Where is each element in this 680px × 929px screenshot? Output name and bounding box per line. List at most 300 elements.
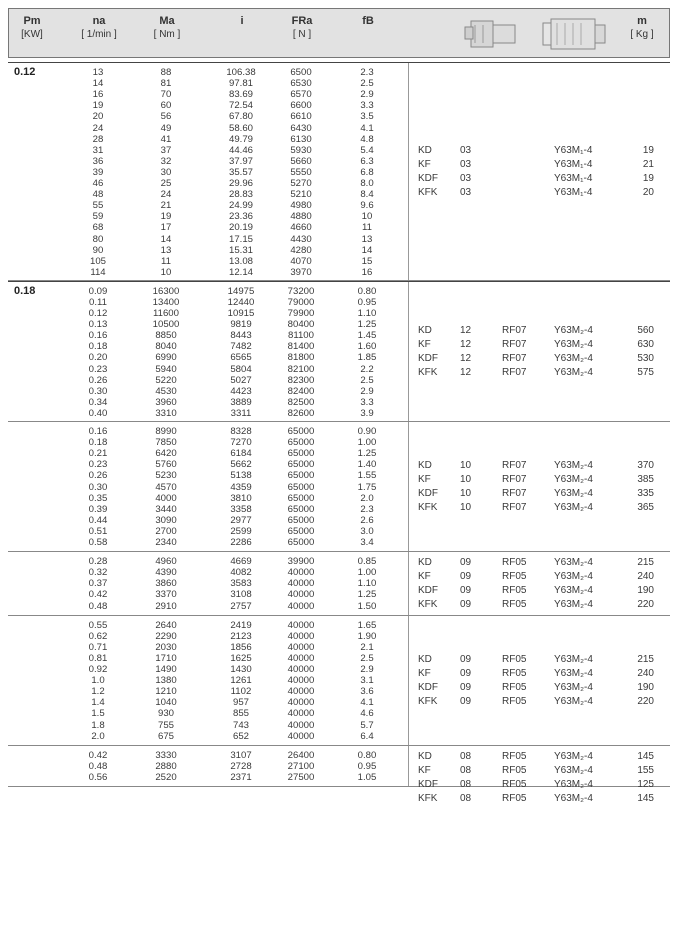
m-unit: [ Kg ] <box>630 29 654 40</box>
i-symbol: i <box>240 15 244 27</box>
table-row <box>8 664 408 675</box>
table-row <box>8 200 408 211</box>
model-row <box>412 186 670 200</box>
service-factor-cell: 1.10 <box>357 578 377 590</box>
mass-value: 220 <box>637 695 654 707</box>
load-cell: 81800 <box>287 352 315 364</box>
load-cell: 40000 <box>287 619 315 631</box>
ratio-cell: 1625 <box>230 652 252 664</box>
table-row <box>8 631 408 642</box>
na-unit: [ 1/min ] <box>81 29 117 40</box>
table-row <box>8 111 408 122</box>
table-row <box>8 686 408 697</box>
torque-cell: 2700 <box>155 525 177 537</box>
load-cell: 65000 <box>287 481 315 493</box>
service-factor-cell: 2.5 <box>360 652 374 664</box>
load-cell: 6130 <box>290 133 312 145</box>
adapter: RF07 <box>502 488 527 500</box>
table-row <box>8 653 408 664</box>
motor-type: Y63M₂-4 <box>554 325 593 337</box>
adapter: RF07 <box>502 325 527 337</box>
load-cell: 5930 <box>290 144 312 156</box>
ratio-cell: 855 <box>232 708 249 720</box>
speed-cell: 0.30 <box>88 385 108 397</box>
torque-cell: 17 <box>160 222 172 234</box>
ratio-cell: 7482 <box>230 341 252 353</box>
table-row <box>8 89 408 100</box>
torque-cell: 675 <box>157 730 174 742</box>
model-type: KFK <box>418 792 438 804</box>
model-row <box>412 695 670 709</box>
mass-value: 155 <box>637 764 654 776</box>
load-cell: 5210 <box>290 189 312 201</box>
speed-cell: 0.37 <box>88 578 108 590</box>
speed-cell: 0.48 <box>88 760 108 772</box>
load-cell: 40000 <box>287 686 315 698</box>
model-type: KDF <box>418 681 438 693</box>
torque-cell: 2910 <box>155 600 177 612</box>
load-cell: 4660 <box>290 222 312 234</box>
service-factor-cell: 3.3 <box>360 396 374 408</box>
ratio-cell: 743 <box>232 719 249 731</box>
speed-cell: 28 <box>92 133 104 145</box>
mass-value: 20 <box>642 187 654 199</box>
motor-type: Y63M₂-4 <box>554 667 593 679</box>
model-type: KDF <box>418 353 438 365</box>
gear-size: 08 <box>460 792 472 804</box>
model-type: KFK <box>418 599 438 611</box>
table-row <box>8 134 408 145</box>
ratio-cell: 4082 <box>230 567 252 579</box>
load-cell: 65000 <box>287 437 315 449</box>
torque-cell: 1710 <box>155 652 177 664</box>
load-cell: 40000 <box>287 675 315 687</box>
speed-cell: 105 <box>89 255 106 267</box>
load-cell: 82100 <box>287 363 315 375</box>
table-row <box>8 123 408 134</box>
service-factor-cell: 9.6 <box>360 200 374 212</box>
model-type: KD <box>418 653 432 665</box>
speed-cell: 0.34 <box>88 396 108 408</box>
gear-size: 09 <box>460 557 472 569</box>
load-cell: 39900 <box>287 556 315 568</box>
service-factor-cell: 1.65 <box>357 619 377 631</box>
service-factor-cell: 6.4 <box>360 730 374 742</box>
service-factor-cell: 2.2 <box>360 363 374 375</box>
ratio-cell: 3107 <box>230 749 252 761</box>
service-factor-cell: 0.85 <box>357 556 377 568</box>
service-factor-cell: 3.3 <box>360 100 374 112</box>
ratio-cell: 28.83 <box>228 189 253 201</box>
table-row <box>8 772 408 783</box>
mass-value: 385 <box>637 474 654 486</box>
ratio-cell: 2419 <box>230 619 252 631</box>
torque-cell: 2290 <box>155 630 177 642</box>
load-cell: 6570 <box>290 89 312 101</box>
torque-cell: 81 <box>160 78 172 90</box>
speed-cell: 19 <box>92 100 104 112</box>
motor-type: Y63M₁-4 <box>554 145 593 157</box>
power-value: 0.18 <box>14 284 36 297</box>
ratio-cell: 67.80 <box>228 111 253 123</box>
table-row <box>8 256 408 267</box>
torque-cell: 13 <box>160 244 172 256</box>
ratio-cell: 1856 <box>230 641 252 653</box>
header-i <box>212 15 272 28</box>
ratio-cell: 5662 <box>230 459 252 471</box>
service-factor-cell: 0.90 <box>357 426 377 438</box>
speed-cell: 36 <box>92 155 104 167</box>
mass-value: 125 <box>637 778 654 790</box>
model-type: KD <box>418 557 432 569</box>
load-cell: 40000 <box>287 697 315 709</box>
ratio-cell: 3358 <box>230 503 252 515</box>
model-row <box>412 667 670 681</box>
speed-cell: 0.62 <box>88 630 108 642</box>
torque-cell: 16300 <box>152 285 180 297</box>
motor-type: Y63M₂-4 <box>554 764 593 776</box>
speed-cell: 0.71 <box>88 641 108 653</box>
speed-cell: 0.18 <box>88 437 108 449</box>
ratio-cell: 2728 <box>230 760 252 772</box>
service-factor-cell: 2.9 <box>360 664 374 676</box>
gear-size: 09 <box>460 667 472 679</box>
load-cell: 65000 <box>287 503 315 515</box>
table-row <box>8 397 408 408</box>
speed-cell: 0.32 <box>88 567 108 579</box>
model-row <box>412 556 670 570</box>
load-cell: 82400 <box>287 385 315 397</box>
ratio-cell: 5138 <box>230 470 252 482</box>
ratio-cell: 15.31 <box>228 244 253 256</box>
motor-type: Y63M₂-4 <box>554 585 593 597</box>
load-cell: 65000 <box>287 537 315 549</box>
torque-cell: 3860 <box>155 578 177 590</box>
ratio-cell: 1430 <box>230 664 252 676</box>
torque-cell: 1380 <box>155 675 177 687</box>
speed-cell: 68 <box>92 222 104 234</box>
model-row <box>412 653 670 667</box>
table-group <box>8 281 670 422</box>
ratio-cell: 8328 <box>230 426 252 438</box>
table-row <box>8 178 408 189</box>
load-cell: 27500 <box>287 771 315 783</box>
gear-size: 12 <box>460 353 472 365</box>
service-factor-cell: 2.5 <box>360 374 374 386</box>
mass-value: 215 <box>637 557 654 569</box>
service-factor-cell: 1.25 <box>357 448 377 460</box>
gear-size: 09 <box>460 585 472 597</box>
service-factor-cell: 2.1 <box>360 641 374 653</box>
mass-value: 19 <box>642 173 654 185</box>
load-cell: 4070 <box>290 255 312 267</box>
torque-cell: 4390 <box>155 567 177 579</box>
motor-type: Y63M₂-4 <box>554 681 593 693</box>
speed-cell: 55 <box>92 200 104 212</box>
table-row <box>8 731 408 742</box>
service-factor-cell: 3.1 <box>360 675 374 687</box>
load-cell: 5270 <box>290 178 312 189</box>
mass-value: 190 <box>637 585 654 597</box>
na-symbol: na <box>92 15 106 27</box>
ratio-cell: 72.54 <box>228 100 253 112</box>
gear-size: 03 <box>460 159 472 171</box>
mass-value: 21 <box>642 159 654 171</box>
model-row <box>412 158 670 172</box>
service-factor-cell: 5.4 <box>360 144 374 156</box>
service-factor-cell: 2.3 <box>360 503 374 515</box>
gear-size: 12 <box>460 325 472 337</box>
load-cell: 6500 <box>290 67 312 78</box>
load-cell: 65000 <box>287 492 315 504</box>
load-cell: 6600 <box>290 100 312 112</box>
torque-cell: 1490 <box>155 664 177 676</box>
torque-cell: 755 <box>157 719 174 731</box>
speed-cell: 48 <box>92 189 104 201</box>
torque-cell: 7850 <box>155 437 177 449</box>
table-row <box>8 245 408 256</box>
table-row <box>8 697 408 708</box>
model-type: KD <box>418 750 432 762</box>
ratio-cell: 9819 <box>230 319 252 331</box>
ratio-cell: 106.38 <box>226 67 256 78</box>
speed-cell: 0.16 <box>88 426 108 438</box>
load-cell: 40000 <box>287 641 315 653</box>
gear-size: 03 <box>460 173 472 185</box>
table-row <box>8 386 408 397</box>
speed-cell: 1.5 <box>91 708 105 720</box>
model-row <box>412 144 670 158</box>
ratio-cell: 23.36 <box>228 211 253 223</box>
table-group <box>8 422 670 552</box>
speed-cell: 0.92 <box>88 664 108 676</box>
torque-cell: 2640 <box>155 619 177 631</box>
ratio-cell: 17.15 <box>228 233 253 245</box>
column-divider <box>408 63 409 280</box>
torque-cell: 8850 <box>155 330 177 342</box>
torque-cell: 11 <box>161 255 171 267</box>
table-row <box>8 426 408 437</box>
torque-cell: 2340 <box>155 537 177 549</box>
ratio-cell: 12.14 <box>228 266 253 278</box>
load-cell: 65000 <box>287 525 315 537</box>
speed-cell: 20 <box>92 111 104 123</box>
table-row <box>8 167 408 178</box>
torque-cell: 25 <box>160 178 172 189</box>
table-row <box>8 437 408 448</box>
load-cell: 81400 <box>287 341 315 353</box>
load-cell: 65000 <box>287 448 315 460</box>
mass-value: 335 <box>637 488 654 500</box>
table-row <box>8 589 408 600</box>
service-factor-cell: 3.0 <box>360 525 374 537</box>
table-header <box>8 8 670 58</box>
service-factor-cell: 1.40 <box>357 459 377 471</box>
service-factor-cell: 1.85 <box>357 352 377 364</box>
table-row <box>8 620 408 631</box>
gear-size: 12 <box>460 367 472 379</box>
load-cell: 65000 <box>287 459 315 471</box>
speed-cell: 0.39 <box>88 503 108 515</box>
column-divider <box>408 746 409 786</box>
service-factor-cell: 15 <box>361 255 373 267</box>
table-row <box>8 720 408 731</box>
adapter: RF07 <box>502 367 527 379</box>
load-cell: 5660 <box>290 155 312 167</box>
service-factor-cell: 2.9 <box>360 385 374 397</box>
motor-type: Y63M₁-4 <box>554 173 593 185</box>
table-row <box>8 78 408 89</box>
gear-size: 03 <box>460 187 472 199</box>
column-divider <box>408 616 409 745</box>
load-cell: 82500 <box>287 396 315 408</box>
torque-cell: 41 <box>160 133 172 145</box>
ratio-cell: 3108 <box>230 589 252 601</box>
gear-motor-illustration <box>453 15 613 53</box>
load-cell: 79000 <box>287 296 315 308</box>
load-cell: 65000 <box>287 470 315 482</box>
model-type: KF <box>418 159 431 171</box>
service-factor-cell: 16 <box>361 266 373 278</box>
column-divider <box>408 552 409 615</box>
service-factor-cell: 3.6 <box>360 686 374 698</box>
speed-cell: 1.2 <box>91 686 105 698</box>
model-type: KF <box>418 764 431 776</box>
service-factor-cell: 1.50 <box>357 600 377 612</box>
model-row <box>412 459 670 473</box>
speed-cell: 0.42 <box>88 749 108 761</box>
speed-cell: 0.58 <box>88 537 108 549</box>
ratio-cell: 12440 <box>227 296 255 308</box>
mass-value: 560 <box>637 325 654 337</box>
m-symbol: m <box>637 15 647 27</box>
load-cell: 3970 <box>290 266 312 278</box>
speed-cell: 0.23 <box>88 459 108 471</box>
speed-cell: 13 <box>92 67 104 78</box>
speed-cell: 0.55 <box>88 619 108 631</box>
ratio-cell: 6184 <box>230 448 252 460</box>
service-factor-cell: 4.1 <box>360 122 374 134</box>
ratio-cell: 2977 <box>230 514 252 526</box>
table-row <box>8 211 408 222</box>
model-row <box>412 324 670 338</box>
service-factor-cell: 13 <box>361 233 373 245</box>
ma-unit: [ Nm ] <box>153 29 181 40</box>
speed-cell: 1.0 <box>91 675 105 687</box>
torque-cell: 21 <box>160 200 172 212</box>
table-row <box>8 156 408 167</box>
table-row <box>8 297 408 308</box>
torque-cell: 3370 <box>155 589 177 601</box>
gear-size: 10 <box>460 488 472 500</box>
ratio-cell: 5027 <box>230 374 252 386</box>
adapter: RF05 <box>502 695 527 707</box>
model-row <box>412 338 670 352</box>
torque-cell: 32 <box>160 155 172 167</box>
pm-unit: [KW] <box>21 29 43 40</box>
mass-value: 19 <box>642 145 654 157</box>
motor-type: Y63M₂-4 <box>554 778 593 790</box>
table-row <box>8 341 408 352</box>
torque-cell: 19 <box>160 211 172 223</box>
speed-cell: 0.40 <box>88 407 108 419</box>
speed-cell: 0.30 <box>88 481 108 493</box>
ratio-cell: 5804 <box>230 363 252 375</box>
adapter: RF07 <box>502 502 527 514</box>
ratio-cell: 44.46 <box>228 144 253 156</box>
table-row <box>8 578 408 589</box>
speed-cell: 0.26 <box>88 374 108 386</box>
load-cell: 40000 <box>287 719 315 731</box>
ratio-cell: 7270 <box>230 437 252 449</box>
torque-cell: 4960 <box>155 556 177 568</box>
model-row <box>412 681 670 695</box>
table-row <box>8 189 408 200</box>
load-cell: 82300 <box>287 374 315 386</box>
torque-cell: 1040 <box>155 697 177 709</box>
adapter: RF05 <box>502 571 527 583</box>
service-factor-cell: 1.25 <box>357 589 377 601</box>
speed-cell: 46 <box>92 178 104 189</box>
torque-cell: 4530 <box>155 385 177 397</box>
table-row <box>8 526 408 537</box>
motor-type: Y63M₂-4 <box>554 367 593 379</box>
table-group <box>8 62 670 281</box>
table-row <box>8 100 408 111</box>
model-type: KFK <box>418 695 438 707</box>
ratio-cell: 13.08 <box>228 255 253 267</box>
table-row <box>8 504 408 515</box>
torque-cell: 5220 <box>155 374 177 386</box>
gear-size: 12 <box>460 339 472 351</box>
load-cell: 4980 <box>290 200 312 212</box>
model-row <box>412 366 670 380</box>
table-row <box>8 493 408 504</box>
service-factor-cell: 2.9 <box>360 89 374 101</box>
load-cell: 4880 <box>290 211 312 223</box>
speed-cell: 0.26 <box>88 470 108 482</box>
speed-cell: 90 <box>92 244 104 256</box>
ratio-cell: 2599 <box>230 525 252 537</box>
adapter: RF05 <box>502 667 527 679</box>
table-row <box>8 537 408 548</box>
table-row <box>8 67 408 78</box>
model-row <box>412 598 670 612</box>
service-factor-cell: 3.9 <box>360 407 374 419</box>
header-m <box>613 15 671 41</box>
load-cell: 4430 <box>290 233 312 245</box>
service-factor-cell: 1.10 <box>357 308 377 320</box>
header-pm <box>9 15 55 41</box>
load-cell: 40000 <box>287 567 315 579</box>
header-fb <box>338 15 398 28</box>
model-row <box>412 792 670 806</box>
ratio-cell: 4359 <box>230 481 252 493</box>
mass-value: 145 <box>637 792 654 804</box>
torque-cell: 60 <box>160 100 172 112</box>
service-factor-cell: 4.6 <box>360 708 374 720</box>
model-row <box>412 584 670 598</box>
speed-cell: 0.13 <box>88 319 108 331</box>
motor-type: Y63M₂-4 <box>554 571 593 583</box>
ratio-cell: 14975 <box>227 285 255 297</box>
service-factor-cell: 10 <box>361 211 373 223</box>
mass-value: 530 <box>637 353 654 365</box>
motor-type: Y63M₂-4 <box>554 339 593 351</box>
gear-size: 03 <box>460 145 472 157</box>
model-type: KF <box>418 339 431 351</box>
model-row <box>412 352 670 366</box>
